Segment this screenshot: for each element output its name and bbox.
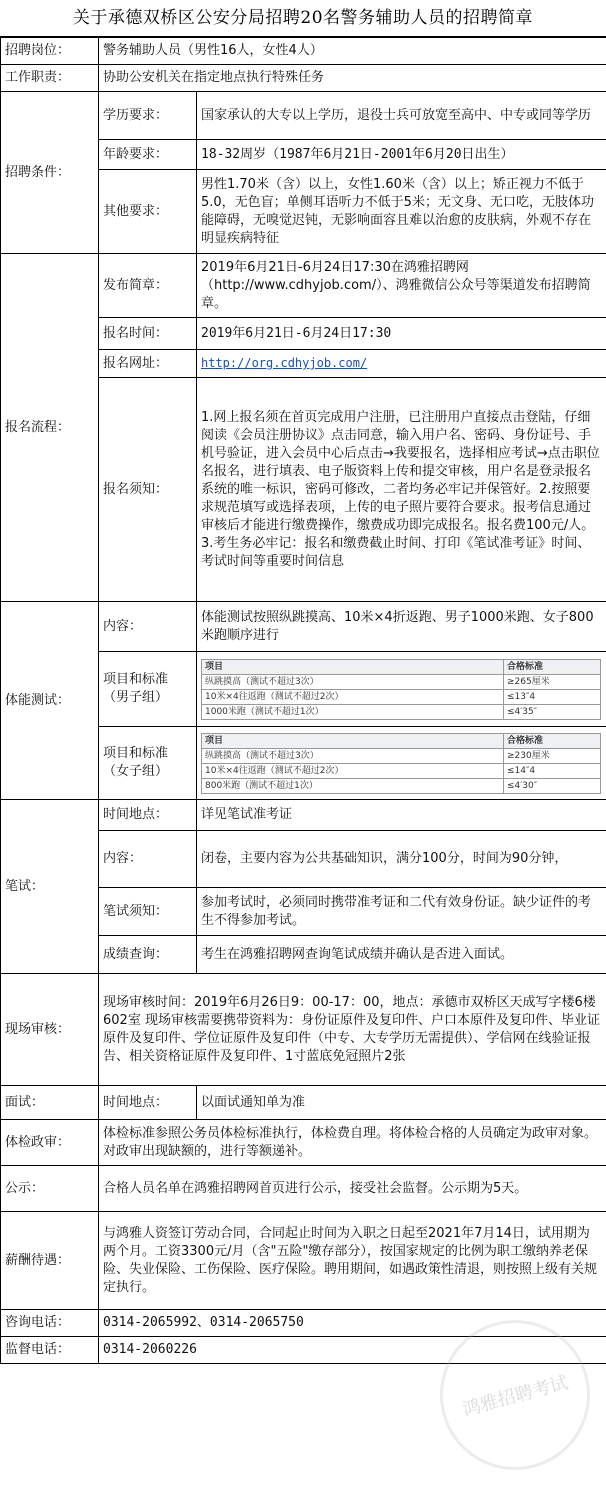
male-head-standard: 合格标准: [504, 659, 601, 674]
written-content-value: 闭卷，主要内容为公共基础知识，满分100分，时间为90分钟，: [197, 831, 606, 888]
salary-label: 薪酬待遇：: [1, 1212, 99, 1310]
interview-label: 面试：: [1, 1086, 99, 1120]
row-public: [1, 1166, 606, 1212]
written-place-label: 时间地点：: [99, 800, 197, 831]
supervise-value: 0314-2060226: [99, 1337, 606, 1364]
medical-label: 体检政审：: [1, 1120, 99, 1166]
female-head-item: 项目: [202, 733, 504, 748]
process-label: 报名流程：: [1, 254, 99, 602]
written-rules-value: 参加考试时，必须同时携带准考证和二代有效身份证。缺少证件的考生不得参加考试。: [197, 888, 606, 936]
male-standard: ≤4′35″: [504, 704, 601, 719]
male-standard: ≤13″4: [504, 689, 601, 704]
rules-value: 1.网上报名须在首页完成用户注册，已注册用户直接点击登陆，仔细阅读《会员注册协议》点击同意，输入用户名、密码、身份证号、手机号验证，进入会员中心后点击→我要报名，选择相应考试→点击职位名报名，进行填表、电子版资料上传和提交审核，用户名是登录报名系统的唯一标识，密码可修改，二者均务必牢记并保管好。2.按照要求规范填写或选择表项，上传的电子照片要符合要求。报考信息通过审核后才能进行缴费操作，缴费成功即完成报名。报名费100元/人。3.考生务必牢记：报名和缴费截止时间、打印《笔试准考证》时间、考试时间等重要时间信息: [197, 378, 606, 602]
female-head-standard: 合格标准: [504, 733, 601, 748]
row-written-place: [1, 800, 606, 831]
salary-value: 与鸿雅人资签订劳动合同，合同起止时间为入职之日起至2021年7月14日，试用期为两个月。工资3300元/月（含"五险"缴存部分），按国家规定的比例为职工缴纳养老保险、失业保险、工伤保险、医疗保险。聘用期间，如遇政策性清退，则按照上级有关规定执行。: [99, 1212, 606, 1310]
age-label: 年龄要求：: [99, 140, 197, 170]
notice-value: 2019年6月21日-6月24日17:30在鸿雅招聘网（http://www.cdhyjob.com/）、鸿雅微信公众号等渠道发布招聘简章。: [197, 254, 606, 318]
row-position: [1, 38, 606, 65]
row-contact: [1, 1310, 606, 1337]
row-review: [1, 974, 606, 1086]
review-label: 现场审核：: [1, 974, 99, 1086]
other-label: 其他要求：: [99, 170, 197, 254]
watermark-stamp: 鸿雅招聘考试: [423, 1303, 606, 1487]
position-label: 招聘岗位：: [1, 38, 99, 65]
female-standard: ≤14″4: [504, 763, 601, 778]
row-edu: [1, 92, 606, 140]
duty-label: 工作职责：: [1, 65, 99, 92]
female-standard-table: [201, 733, 601, 794]
registration-link[interactable]: http://org.cdhyjob.com/: [201, 356, 367, 370]
written-score-value: 考生在鸿雅招聘网查询笔试成绩并确认是否进入面试。: [197, 936, 606, 974]
male-item: 10米×4往返跑（测试不超过2次）: [202, 689, 504, 704]
other-value: 男性1.70米（含）以上，女性1.60米（含）以上；矫正视力不低于5.0，无色盲；单侧耳语听力不低于5米；无文身、无口吃，无肢体功能障碍，无嗅觉迟钝，无影响面容且难以治愈的皮肤病，外观不存在明显疾病特征: [197, 170, 606, 254]
physical-content-value: 体能测试按照纵跳摸高、10米×4折返跑、男子1000米跑、女子800米跑顺序进行: [197, 602, 606, 652]
male-head-item: 项目: [202, 659, 504, 674]
public-label: 公示：: [1, 1166, 99, 1212]
female-standard: ≤4′30″: [504, 778, 601, 793]
written-score-label: 成绩查询：: [99, 936, 197, 974]
male-standard-cell: [197, 652, 606, 727]
physical-content-label: 内容：: [99, 602, 197, 652]
time-label: 报名时间：: [99, 318, 197, 350]
contact-label: 咨询电话：: [1, 1310, 99, 1337]
female-item: 800米跑（测试不超过1次）: [202, 778, 504, 793]
recruitment-table: [0, 37, 606, 1364]
male-item: 纵跳摸高（测试不超过3次）: [202, 674, 504, 689]
row-notice: [1, 254, 606, 318]
male-item: 1000米跑（测试不超过1次）: [202, 704, 504, 719]
public-value: 合格人员名单在鸿雅招聘网首页进行公示，接受社会监督。公示期为5天。: [99, 1166, 606, 1212]
row-supervise: [1, 1337, 606, 1364]
row-duty: [1, 65, 606, 92]
duty-value: 协助公安机关在指定地点执行特殊任务: [99, 65, 606, 92]
edu-label: 学历要求：: [99, 92, 197, 140]
rules-label: 报名须知：: [99, 378, 197, 602]
contact-value: 0314-2065992、0314-2065750: [99, 1310, 606, 1337]
male-standard: ≥265厘米: [504, 674, 601, 689]
row-physical-content: [1, 602, 606, 652]
female-standard-label: 项目和标准（女子组）: [99, 727, 197, 800]
page-title: 关于承德双桥区公安分局招聘20名警务辅助人员的招聘简章: [0, 0, 606, 37]
male-standard-label: 项目和标准（男子组）: [99, 652, 197, 727]
notice-label: 发布简章：: [99, 254, 197, 318]
female-standard: ≥230厘米: [504, 748, 601, 763]
medical-value: 体检标准参照公务员体检标准执行，体检费自理。将体检合格的人员确定为政审对象。对政审出现缺额的，进行等额递补。: [99, 1120, 606, 1166]
site-label: 报名网址：: [99, 350, 197, 378]
male-standard-table: [201, 659, 601, 720]
conditions-label: 招聘条件：: [1, 92, 99, 254]
row-interview: [1, 1086, 606, 1120]
written-content-label: 内容：: [99, 831, 197, 888]
written-place-value: 详见笔试准考证: [197, 800, 606, 831]
row-salary: [1, 1212, 606, 1310]
position-value: 警务辅助人员（男性16人，女性4人）: [99, 38, 606, 65]
interview-sub-label: 时间地点：: [99, 1086, 197, 1120]
interview-value: 以面试通知单为准: [197, 1086, 606, 1120]
female-item: 10米×4往返跑（测试不超过2次）: [202, 763, 504, 778]
age-value: 18-32周岁（1987年6月21日-2001年6月20日出生）: [197, 140, 606, 170]
supervise-label: 监督电话：: [1, 1337, 99, 1364]
written-label: 笔试：: [1, 800, 99, 974]
written-rules-label: 笔试须知：: [99, 888, 197, 936]
site-cell: [197, 350, 606, 378]
female-standard-cell: [197, 727, 606, 800]
review-value: 现场审核时间：2019年6月26日9：00-17：00，地点：承德市双桥区天成写字楼6楼602室 现场审核需要携带资料为：身份证原件及复印件、户口本原件及复印件、毕业证原件及复印件、学位证原件及复印件（中专、大专学历无需提供）、学信网在线验证报告、相关资格证原件及复印件、1寸蓝底免冠照片2张: [99, 974, 606, 1086]
physical-label: 体能测试：: [1, 602, 99, 800]
time-value: 2019年6月21日-6月24日17:30: [197, 318, 606, 350]
row-medical: [1, 1120, 606, 1166]
female-item: 纵跳摸高（测试不超过3次）: [202, 748, 504, 763]
edu-value: 国家承认的大专以上学历，退役士兵可放宽至高中、中专或同等学历: [197, 92, 606, 140]
